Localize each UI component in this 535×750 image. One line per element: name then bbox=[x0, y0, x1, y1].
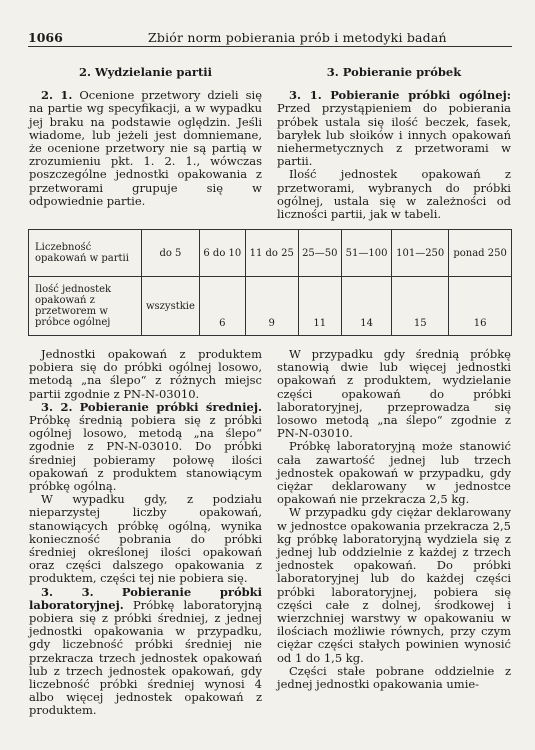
table-cell: 6 bbox=[199, 277, 245, 336]
paragraph-general-sample: Jednostki opakowań z produktem pobiera się do próbki ogólnej losowo, metodą „na ślepo“ z różnych miejsc partii zgodnie z PN-N-03010. bbox=[29, 347, 262, 401]
paragraph-3-2 bbox=[29, 401, 262, 493]
paragraph-3-3 bbox=[29, 586, 262, 718]
table-row-sample-count bbox=[29, 277, 512, 336]
section-2-column bbox=[29, 66, 262, 208]
paragraph-two-units: W przypadku gdy średnią próbkę stanowią dwie lub więcej jednostki opakowań z produktem, wydzielanie części opakowań do próbki laboratoryjnej, przeprowadza się losowo metodą „na ślepo“ zgodnie z PN-N-03010. bbox=[277, 347, 511, 441]
table-cell: 9 bbox=[245, 277, 298, 336]
table-cell: 25—50 bbox=[298, 230, 341, 277]
paragraph-text: Próbkę średnią pobiera się z próbki ogólnej losowo, metodą „na ślepo“ zgodnie z PN-N-03010. Do próbki średniej pobieramy połowę ilości opakowań z produktem stanowiącym próbkę ogólną. bbox=[29, 413, 262, 494]
table-cell: 51—100 bbox=[341, 230, 391, 277]
row-header: Liczebność opakowań w partii bbox=[29, 230, 142, 277]
paragraph-title: Pobieranie próbki średniej. bbox=[79, 399, 263, 414]
paragraph-over-weight: W przypadku gdy ciężar deklarowany w jednostce opakowania przekracza 2,5 kg próbkę laboratoryjną wydziela się z jednej lub oddzielnie z każdej z trzech jednostek opakowań. Do próbki laboratoryjnej lub do każdej części próbki laboratoryjnej, pobiera się części całe z dolnej, środkowej i wierzchniej warstwy w opakowaniu w ilościach możliwie równych, przy czym ciężar części stałych powinien wynosić od 1 do 1,5 kg. bbox=[277, 505, 511, 665]
table-cell: 11 do 25 bbox=[245, 230, 298, 277]
page-number: 1066 bbox=[28, 30, 63, 45]
table-cell: do 5 bbox=[142, 230, 200, 277]
table-cell: 16 bbox=[449, 277, 512, 336]
table-row-lot-size bbox=[29, 230, 512, 277]
paragraph-3-1-cont: Ilość jednostek opakowań z przetworami, wybranych do próbki ogólnej, ustala się w zależności od liczności partii, jak w tabeli. bbox=[277, 167, 511, 222]
page-header bbox=[28, 26, 512, 47]
paragraph-number: 3. 1. bbox=[289, 88, 322, 103]
table-cell: 11 bbox=[298, 277, 341, 336]
lower-left-column bbox=[29, 348, 262, 718]
paragraph-2-1 bbox=[29, 89, 262, 208]
paragraph-number: 3. 3. bbox=[41, 584, 94, 599]
paragraph-whole-contents: Próbkę laboratoryjną może stanowić cała zawartość jednej lub trzech jednostek opakowań w przypadku, gdy ciężar deklarowany w jednostce opakowań nie przekracza 2,5 kg. bbox=[277, 439, 511, 507]
paragraph-3-1 bbox=[277, 89, 511, 168]
row-header: Ilość jednostek opakowań z przetworem w próbce ogólnej bbox=[29, 277, 142, 336]
paragraph-odd-count: W wypadku gdy, z podziału nieparzystej liczby opakowań, stanowiących próbkę ogólną, wynika konieczność pobrania do próbki średniej określonej ilości opakowań oraz części dalszego opakowania z produktem, części tej nie pobiera się. bbox=[29, 492, 262, 586]
table-cell: 15 bbox=[392, 277, 449, 336]
running-title: Zbiór norm pobierania prób i metodyki badań bbox=[148, 30, 447, 45]
table-cell: 6 do 10 bbox=[199, 230, 245, 277]
section-3-column bbox=[277, 66, 511, 221]
table-cell: wszystkie bbox=[142, 277, 200, 336]
table-cell: 14 bbox=[341, 277, 391, 336]
lower-right-column bbox=[277, 348, 511, 691]
paragraph-text: Ocenione przetwory dzieli się na partie wg specyfikacji, a w wypadku jej braku na podstawie oględzin. Jeśli wiadome, lub jeżeli jest domniemane, że ocenione przetwory nie są partią w zrozumieniu pkt. 1. 2. 1., wówczas poszczególne jednostki opakowania z przetworami grupuje się w odpowiednie partie. bbox=[29, 88, 262, 208]
table-cell: ponad 250 bbox=[449, 230, 512, 277]
section-2-heading: 2. Wydzielanie partii bbox=[78, 65, 213, 79]
table-cell: 101—250 bbox=[392, 230, 449, 277]
paragraph-number: 2. 1. bbox=[41, 88, 73, 103]
paragraph-text: Przed przystąpieniem do pobierania próbek ustala się ilość beczek, fasek, baryłek lub słoików i innych opakowań niehermetycznych z przetworami w partii. bbox=[277, 101, 511, 169]
sample-size-table bbox=[28, 229, 512, 336]
paragraph-title: Pobieranie próbki ogólnej: bbox=[330, 88, 512, 103]
paragraph-title: Pobieranie próbki laboratoryjnej. bbox=[29, 584, 262, 612]
paragraph-text: Próbkę laboratoryjną pobiera się z próbki średniej, z jednej jednostki opakowania w przypadku, gdy liczebność próbki średniej nie przekracza trzech jednostek opakowań lub z trzech jednostek opakowań, gdy liczebność próbki średniej wynosi 4 albo więcej jednostek opakowań z produktem. bbox=[29, 597, 262, 718]
paragraph-solid-parts: Części stałe pobrane oddzielnie z jednej jednostki opakowania umie- bbox=[277, 663, 511, 692]
section-3-heading: 3. Pobieranie próbek bbox=[326, 65, 462, 79]
paragraph-number: 3. 2. bbox=[41, 399, 73, 414]
